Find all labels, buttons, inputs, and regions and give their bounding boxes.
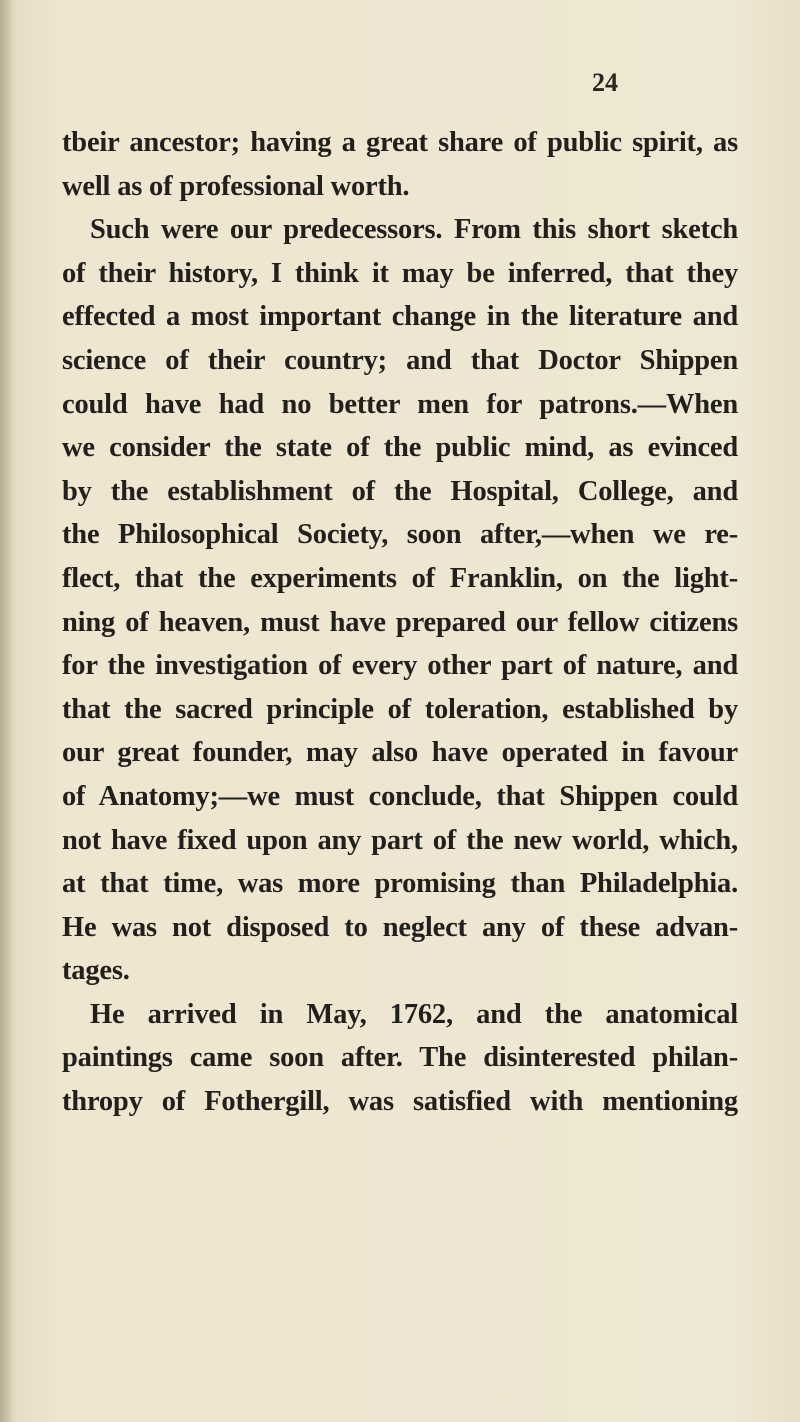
text-line: for the investigation of every other part of nature, and [62, 650, 738, 682]
text-line: not have fixed upon any part of the new world, which, [62, 824, 738, 856]
text-line: effected a most important change in the literature and [62, 301, 738, 333]
text-line: tages. [62, 955, 130, 987]
text-line: of their history, I think it may be inferred, that they [62, 257, 738, 289]
body-text [62, 121, 738, 1124]
text-line: flect, that the experiments of Franklin, on the light- [62, 562, 738, 594]
text-line: He was not disposed to neglect any of these advan- [62, 911, 738, 943]
text-line: thropy of Fothergill, was satisfied with mentioning [62, 1086, 738, 1118]
text-line: that the sacred principle of toleration, established by [62, 693, 738, 725]
text-line: He arrived in May, 1762, and the anatomical [90, 998, 738, 1030]
text-line: by the establishment of the Hospital, College, and [62, 475, 738, 507]
text-line: paintings came soon after. The disinterested philan- [62, 1042, 738, 1074]
text-line: the Philosophical Society, soon after,—when we re- [62, 519, 738, 551]
text-line: well as of professional worth. [62, 170, 410, 202]
text-line: at that time, was more promising than Philadelphia. [62, 868, 738, 900]
text-line: Such were our predecessors. From this short sketch [90, 214, 738, 246]
page-number: 24 [592, 68, 618, 97]
text-line: ning of heaven, must have prepared our fellow citizens [62, 606, 738, 638]
text-line: we consider the state of the public mind, as evinced [62, 432, 738, 464]
text-line: science of their country; and that Doctor Shippen [62, 344, 738, 376]
text-line: of Anatomy;—we must conclude, that Shippen could [62, 780, 738, 812]
text-line: could have had no better men for patrons.—When [62, 388, 738, 420]
binding-gutter [0, 0, 14, 1422]
text-line: tbeir ancestor; having a great share of public spirit, as [62, 127, 738, 158]
text-line: our great founder, may also have operated in favour [62, 737, 738, 769]
